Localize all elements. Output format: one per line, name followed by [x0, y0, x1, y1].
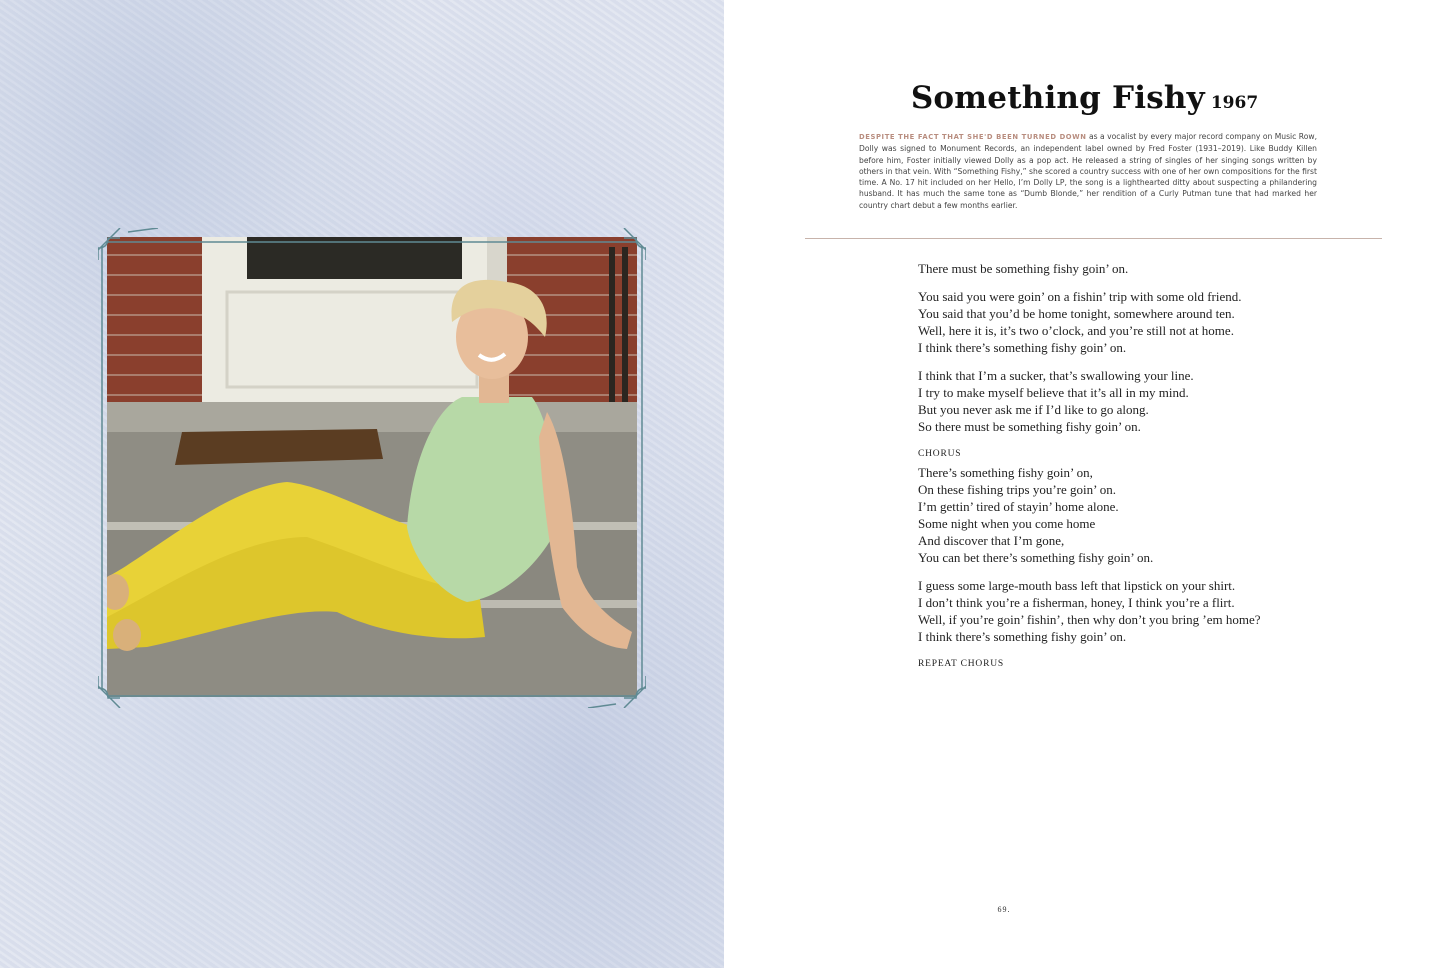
lyric-line: But you never ask me if I’d like to go along. — [918, 402, 1149, 417]
stanza — [918, 577, 1318, 645]
stanza — [918, 260, 1318, 277]
lyric-line: I think that I’m a sucker, that’s swallowing your line. — [918, 368, 1194, 383]
intro-lead: DESPITE THE FACT THAT SHE'D BEEN TURNED DOWN — [859, 133, 1087, 141]
stanza — [918, 367, 1318, 435]
song-title: Something Fishy — [910, 80, 1205, 116]
lyric-line: Well, if you’re goin’ fishin’, then why don’t you bring ’em home? — [918, 612, 1261, 627]
repeat-chorus-label: REPEAT CHORUS — [918, 659, 1004, 669]
lyric-line: Some night when you come home — [918, 516, 1096, 531]
lyric-line: So there must be something fishy goin’ on. — [918, 419, 1141, 434]
divider-rule — [805, 238, 1382, 239]
lyric-line: There’s something fishy goin’ on, — [918, 465, 1093, 480]
lyric-line: I try to make myself believe that it’s all in my mind. — [918, 385, 1189, 400]
lyric-line: Well, here it is, it’s two o’clock, and you’re still not at home. — [918, 323, 1234, 338]
stanza — [918, 288, 1318, 356]
lyric-line: On these fishing trips you’re goin’ on. — [918, 482, 1116, 497]
repeat-stanza — [918, 656, 1318, 673]
lyric-line: And discover that I’m gone, — [918, 533, 1065, 548]
photo-frame-lines — [98, 228, 646, 708]
intro-body: as a vocalist by every major record company on Music Row, Dolly was signed to Monument Records, an independent label owned by Fred Foster (1931–2019). Like Buddy Killen before him, Foster initially viewed Dolly as a pop act. He released a string of singles of her singing songs written by others in that vein. With “Something Fishy,” she scored a country success with one of her own compositions for the first time. A No. 17 hit included on her Hello, I’m Dolly LP, the song is a lighthearted ditty about suspecting a philandering husband. It has much the same tone as “Dumb Blonde,” her rendition of a Curly Putman tune that had marked her country chart debut a few months earlier. — [859, 132, 1317, 210]
right-page — [724, 0, 1445, 968]
photo-frame — [98, 228, 646, 708]
intro-paragraph — [859, 131, 1317, 211]
lyric-line: I think there’s something fishy goin’ on. — [918, 340, 1127, 355]
lyric-line: I don’t think you’re a fisherman, honey, I think you’re a flirt. — [918, 595, 1235, 610]
lyrics — [918, 260, 1318, 684]
lyric-line: I’m gettin’ tired of stayin’ home alone. — [918, 499, 1119, 514]
lyric-line: You said you were goin’ on a fishin’ trip with some old friend. — [918, 289, 1242, 304]
lyric-line: You said that you’d be home tonight, somewhere around ten. — [918, 306, 1235, 321]
song-year: 1967 — [1210, 93, 1259, 113]
chorus-stanza — [918, 446, 1318, 566]
lyric-line: You can bet there’s something fishy goin’ on. — [918, 550, 1154, 565]
lyric-line: I think there’s something fishy goin’ on. — [918, 629, 1127, 644]
lyric-line: There must be something fishy goin’ on. — [918, 261, 1129, 276]
lyric-line: I guess some large-mouth bass left that lipstick on your shirt. — [918, 578, 1236, 593]
page-number: 69. — [997, 905, 1011, 914]
chorus-label: CHORUS — [918, 449, 962, 459]
page-title — [724, 80, 1445, 116]
